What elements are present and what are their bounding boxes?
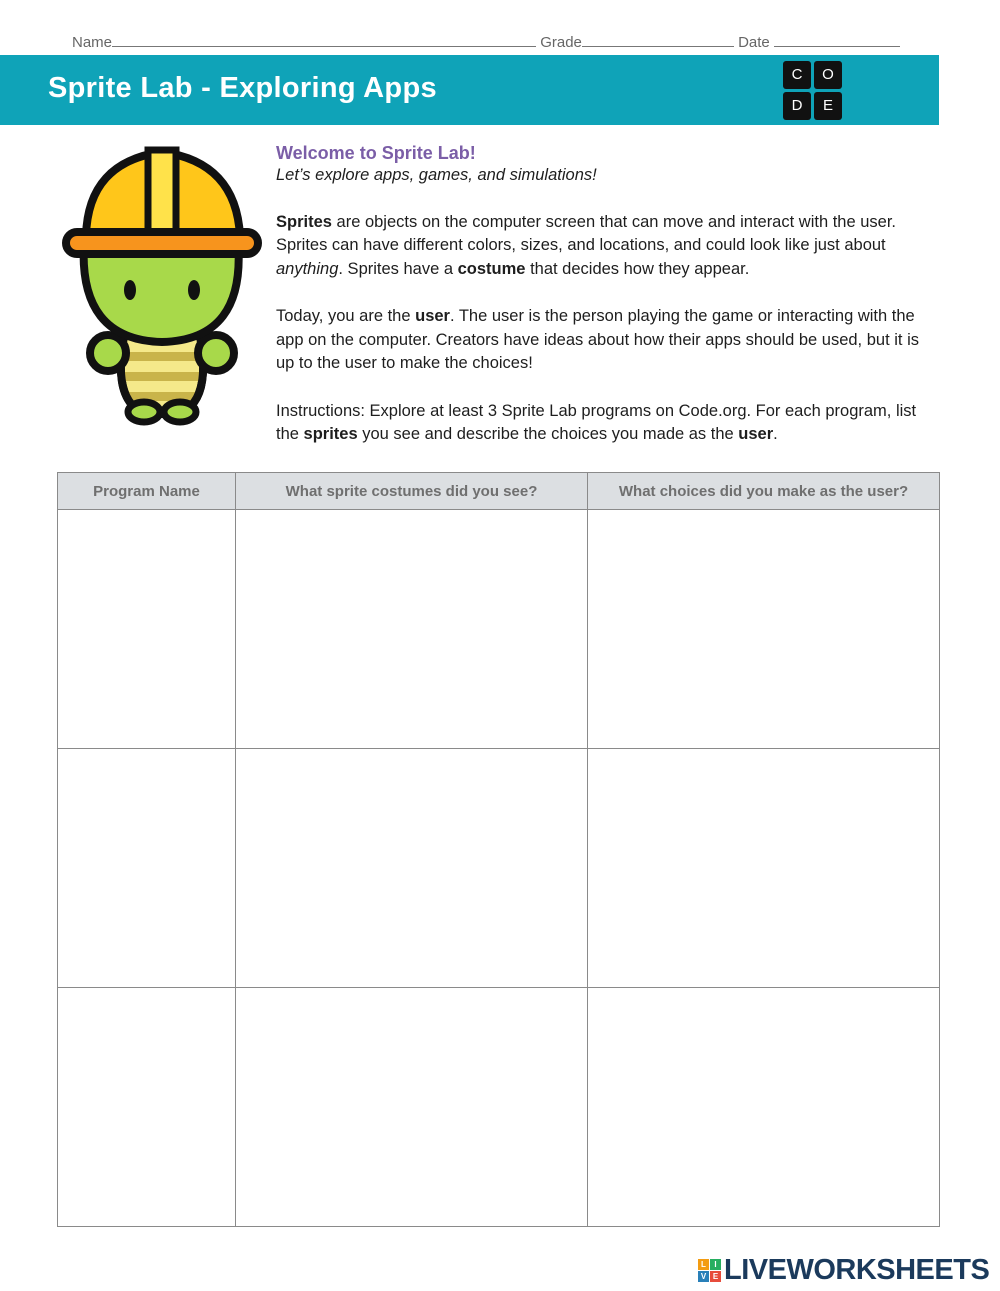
mascot-right-arm bbox=[198, 335, 234, 371]
grade-field[interactable] bbox=[582, 34, 734, 47]
term-sprites: Sprites bbox=[276, 212, 332, 231]
table-row bbox=[58, 988, 940, 1227]
icon-letter-v: V bbox=[698, 1271, 709, 1282]
date-field[interactable] bbox=[774, 34, 900, 47]
icon-letter-e: E bbox=[710, 1271, 721, 1282]
user-choices-cell[interactable] bbox=[588, 510, 940, 749]
user-text-1: Today, you are the bbox=[276, 307, 416, 325]
icon-letter-i: I bbox=[710, 1259, 721, 1270]
sprite-costumes-cell[interactable] bbox=[236, 510, 588, 749]
hard-hat-icon bbox=[66, 150, 258, 254]
table-header-row bbox=[58, 473, 940, 510]
mascot-left-eye bbox=[124, 280, 136, 300]
term-costume: costume bbox=[457, 259, 526, 278]
term-user-2: user bbox=[738, 425, 774, 443]
name-field[interactable] bbox=[112, 34, 536, 47]
code-org-logo bbox=[783, 61, 843, 121]
liveworksheets-logo bbox=[698, 1253, 989, 1287]
mascot-right-eye bbox=[188, 280, 200, 300]
intro-subtitle: Let’s explore apps, games, and simulations! bbox=[276, 166, 597, 184]
logo-letter-d: D bbox=[783, 92, 811, 120]
grade-label: Grade bbox=[540, 34, 582, 51]
date-label: Date bbox=[738, 34, 770, 51]
welcome-heading: Welcome to Sprite Lab! bbox=[276, 143, 476, 163]
term-anything: anything bbox=[276, 259, 339, 278]
term-user: user bbox=[415, 307, 450, 325]
student-info-line bbox=[72, 34, 900, 51]
table-row bbox=[58, 510, 940, 749]
mascot-left-arm bbox=[90, 335, 126, 371]
instructions-text-2: you see and describe the choices you made as the bbox=[357, 425, 739, 443]
term-sprites-2: sprites bbox=[303, 425, 358, 443]
program-name-cell[interactable] bbox=[58, 988, 236, 1227]
instructions-text-1: Instructions: Explore at least 3 Sprite Lab programs on Code.org. For each program, list the bbox=[276, 401, 917, 443]
logo-letter-e: E bbox=[814, 92, 842, 120]
name-label: Name bbox=[72, 34, 113, 51]
page-title: Sprite Lab - Exploring Apps bbox=[48, 72, 437, 104]
sprites-paragraph bbox=[276, 211, 941, 282]
header-user-choices: What choices did you make as the user? bbox=[588, 473, 940, 510]
logo-letter-c: C bbox=[783, 61, 811, 89]
header-sprite-costumes: What sprite costumes did you see? bbox=[236, 473, 588, 510]
sprite-costumes-cell[interactable] bbox=[236, 749, 588, 988]
program-name-cell[interactable] bbox=[58, 749, 236, 988]
instructions-paragraph bbox=[276, 400, 941, 447]
liveworksheets-brand: LIVEWORKSHEETS bbox=[724, 1253, 990, 1286]
table-row bbox=[58, 749, 940, 988]
user-paragraph bbox=[276, 305, 941, 376]
icon-letter-l: L bbox=[698, 1259, 709, 1270]
sprite-costumes-cell[interactable] bbox=[236, 988, 588, 1227]
user-choices-cell[interactable] bbox=[588, 749, 940, 988]
logo-letter-o: O bbox=[814, 61, 842, 89]
title-banner bbox=[0, 55, 939, 125]
mascot-left-foot bbox=[128, 402, 160, 422]
mascot-right-foot bbox=[164, 402, 196, 422]
user-text-2: . The user is the person playing the game or interacting with the app on the computer. Creators have ideas about how their apps should be used, but it is up to the user to make the choices! bbox=[276, 307, 919, 372]
liveworksheets-icon bbox=[698, 1259, 721, 1282]
sprites-text-3: that decides how they appear. bbox=[525, 259, 750, 278]
sprites-text-1: are objects on the computer screen that can move and interact with the user. Sprites can have different colors, sizes, and locations, and could look like just about bbox=[276, 212, 896, 254]
program-name-cell[interactable] bbox=[58, 510, 236, 749]
sprite-mascot-illustration bbox=[58, 140, 264, 430]
intro-section bbox=[276, 142, 941, 471]
user-choices-cell[interactable] bbox=[588, 988, 940, 1227]
header-program-name: Program Name bbox=[58, 473, 236, 510]
sprites-text-2: . Sprites have a bbox=[338, 259, 458, 278]
instructions-text-3: . bbox=[773, 425, 778, 443]
exploration-table bbox=[57, 472, 940, 1227]
